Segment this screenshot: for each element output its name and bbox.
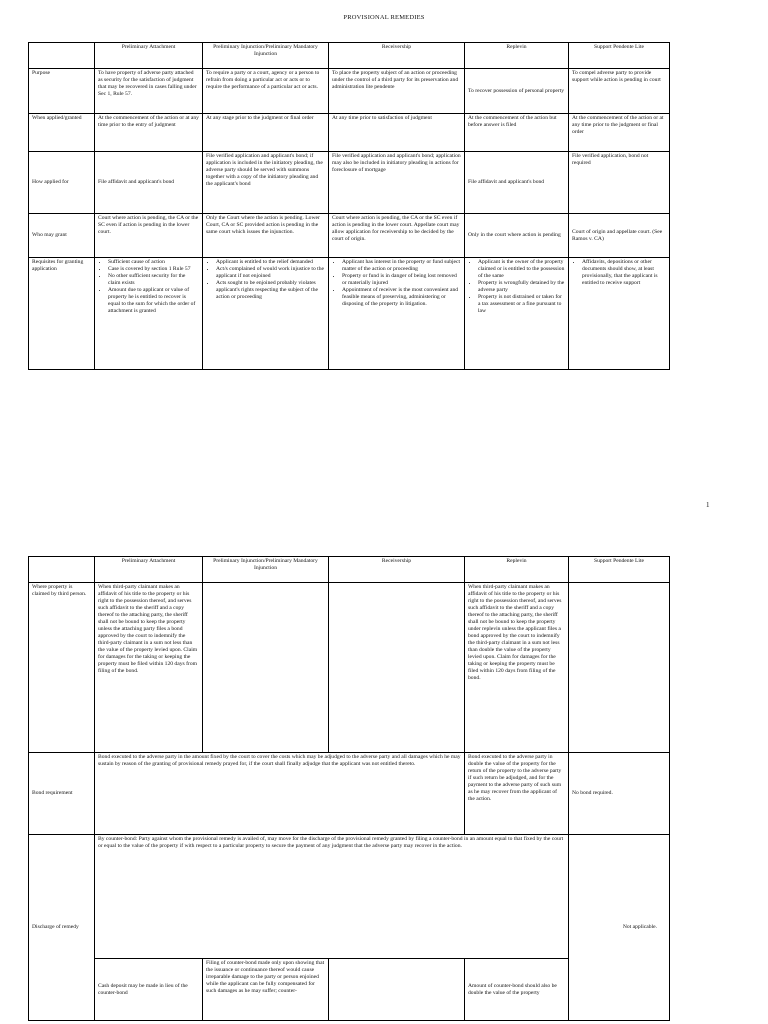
- cell-replevin: [465, 258, 569, 370]
- requisite-item: • Acts sought to be enjoined probably violates applicant's rights respecting the subject of the action or proceeding: [216, 280, 325, 301]
- row-purpose: [29, 69, 670, 114]
- cell-support-not-applicable: Not applicable.: [569, 835, 670, 1021]
- cell-attachment: At the commencement of the action or at any time prior to the entry of judgment: [95, 114, 203, 152]
- header-preliminary-injunction: Preliminary Injunction/Preliminary Mandatory Injunction: [203, 557, 329, 583]
- header-preliminary-attachment: Preliminary Attachment: [95, 43, 203, 69]
- header-preliminary-injunction: Preliminary Injunction/Preliminary Mandatory Injunction: [203, 43, 329, 69]
- header-preliminary-attachment: Preliminary Attachment: [95, 557, 203, 583]
- cell-injunction: [203, 258, 329, 370]
- page-break-gap: [0, 372, 768, 552]
- row-label: Discharge of remedy: [29, 835, 95, 1021]
- requisite-item: • Affidavits, depositions or other documents should show, at least provisionally, that the applicant is entitled to receive support: [582, 259, 666, 287]
- cell-support: [569, 583, 670, 753]
- cell-replevin: Bond executed to the adverse party in double the value of the property for the return of the property to the adverse party if such return be adjudged, and for the payment to the adverse party of such sum as he may recover from the applicant of the action.: [465, 753, 569, 835]
- provisional-remedies-table-page-2: [28, 556, 670, 1021]
- header-corner: [29, 43, 95, 69]
- requisite-item: • Sufficient cause of action: [108, 259, 199, 266]
- provisional-remedies-table-page-1: [28, 42, 670, 370]
- requisite-item: • Property is not distrained or taken for a tax assessment or a fine pursuant to law: [478, 294, 565, 315]
- cell-receivership: File verified application and applicant's bond; application may also be included in initiatory pleading in actions for foreclosure of mortgage: [329, 152, 465, 214]
- row-when-applied: [29, 114, 670, 152]
- row-bond-requirement: [29, 753, 670, 835]
- requisites-list: [206, 259, 325, 301]
- requisite-item: • Case is covered by section 1 Rule 57: [108, 266, 199, 273]
- requisite-item: • Property is wrongfully detained by the adverse party: [478, 280, 565, 294]
- row-discharge-remedy: [29, 835, 670, 959]
- row-requisites: [29, 258, 670, 370]
- cell-support: At the commencement of the action or at any time prior to the judgment or final order: [569, 114, 670, 152]
- row-label: Purpose: [29, 69, 95, 114]
- row-label: Requisites for granting application: [29, 258, 95, 370]
- cell-injunction: Only the Court where the action is pending. Lower Court, CA or SC provided action is pending in the same court which issues the injunction.: [203, 214, 329, 258]
- row-label: How applied for: [29, 152, 95, 214]
- cell-replevin: At the commencement of the action but before answer is filed: [465, 114, 569, 152]
- cell-receivership: At any time prior to satisfaction of judgment: [329, 114, 465, 152]
- requisite-item: • Applicant is entitled to the relief demanded: [216, 259, 325, 266]
- requisites-list: [468, 259, 565, 315]
- cell-receivership: [329, 583, 465, 753]
- requisites-list: [572, 259, 666, 287]
- row-third-party-claim: [29, 583, 670, 753]
- requisite-item: • Appointment of receiver is the most convenient and feasible means of preserving, administering or disposing of the property in litigation.: [342, 287, 461, 308]
- requisite-item: • Applicant has interest in the property or fund subject matter of the action or proceeding: [342, 259, 461, 273]
- cell-support: To compel adverse party to provide support while action is pending in court: [569, 69, 670, 114]
- cell-receivership: [329, 959, 465, 1021]
- requisite-item: • Act/s complained of would work injustice to the applicant if not enjoined: [216, 266, 325, 280]
- header-support-pendente-lite: Support Pendente Lite: [569, 557, 670, 583]
- cell-injunction: Filing of counter-bond made only upon showing that the issuance or continuance thereof would cause irreparable damage to the party or person enjoined while the applicant can be fully compensated for such damages as he may suffer; counter-: [203, 959, 329, 1021]
- cell-injunction: At any stage prior to the judgment or final order: [203, 114, 329, 152]
- cell-attachment: [95, 258, 203, 370]
- cell-receivership: Court where action is pending, the CA or the SC even if action is pending in the lower court. Appellate court may allow application for receivership to be decided by the court of origin.: [329, 214, 465, 258]
- cell-receivership: [329, 258, 465, 370]
- header-receivership: Receivership: [329, 557, 465, 583]
- cell-replevin: To recover possession of personal property: [465, 69, 569, 114]
- header-receivership: Receivership: [329, 43, 465, 69]
- cell-replevin: File affidavit and applicant's bond: [465, 152, 569, 214]
- cell-injunction: File verified application and applicant's bond; if application is included in the initiatory pleading, the adverse party should be served with summons together with a copy of the initiatory pleading and the applicant's bond: [203, 152, 329, 214]
- cell-cash-deposit: Cash deposit may be made in lieu of the counter-bond: [95, 959, 203, 1021]
- cell-attachment: Court where action is pending, the CA or the SC even if action is pending in the lower court.: [95, 214, 203, 258]
- row-label: When applied/granted: [29, 114, 95, 152]
- header-support-pendente-lite: Support Pendente Lite: [569, 43, 670, 69]
- cell-injunction: To require a party or a court, agency or a person to refrain from doing a particular act or acts or to require the performance of a particular act or acts.: [203, 69, 329, 114]
- requisites-list: [98, 259, 199, 315]
- document-title: PROVISIONAL REMEDIES: [343, 14, 425, 21]
- header-corner: [29, 557, 95, 583]
- cell-attachment: To have property of adverse party attached as security for the satisfaction of judgment that may be recovered in cases falling under Sec 1, Rule 57.: [95, 69, 203, 114]
- row-how-applied: [29, 152, 670, 214]
- cell-replevin: When third-party claimant makes an affidavit of his title to the property or his right to the possession thereof, and serves such affidavit to the sheriff and a copy thereof to the attaching party, the sheriff shall not be bound to keep the property under replevin unless the applicant files a bond approved by the court to indemnify the third-party claimant in a sum not less than double the value of the property levied upon. Claim for damages for the taking or keeping the property must be filed within 120 days from filing of the bond.: [465, 583, 569, 753]
- row-label: Where property is claimed by third person.: [29, 583, 95, 753]
- row-label: Bond requirement: [29, 753, 95, 835]
- header-replevin: Replevin: [465, 43, 569, 69]
- cell-replevin: Only in the court where action is pending: [465, 214, 569, 258]
- header-replevin: Replevin: [465, 557, 569, 583]
- cell-counter-bond: By counter-bond: Party against whom the provisional remedy is availed of, may move for the discharge of the provisional remedy granted by filing a counter-bond in an amount equal to that fixed by the court or equal to the value of the property if with respect to a particular property to secure the payment of any judgment that the adverse party may recover in the action.: [95, 835, 569, 959]
- cell-injunction: [203, 583, 329, 753]
- cell-support: No bond required.: [569, 753, 670, 835]
- cell-attachment: When third-party claimant makes an affidavit of his title to the property or his right to the possession thereof, and serves such affidavit to the sheriff and a copy thereof to the attaching party, the sheriff shall not be bound to keep the property unless the attaching party files a bond approved by the court to indemnify the third-party claimant in a sum not less than the value of the property levied upon. Claim for damages for the taking or keeping the property must be filed within 120 days from filing of the bond.: [95, 583, 203, 753]
- requisite-item: • No other sufficient security for the claim exists: [108, 273, 199, 287]
- row-who-may-grant: [29, 214, 670, 258]
- page-number: 1: [706, 501, 710, 509]
- cell-replevin: Amount of counter-bond should also be double the value of the property: [465, 959, 569, 1021]
- cell-attachment: File affidavit and applicant's bond: [95, 152, 203, 214]
- requisite-item: • Applicant is the owner of the property claimed or is entitled to the possession of the same: [478, 259, 565, 280]
- cell-support: Court of origin and appellate court. (See Ramos v. CA): [569, 214, 670, 258]
- cell-receivership: To place the property subject of an action or proceeding under the control of a third party for its preservation and administration lite pendente: [329, 69, 465, 114]
- cell-support: [569, 258, 670, 370]
- cell-support: File verified application, bond not required: [569, 152, 670, 214]
- requisites-list: [332, 259, 461, 308]
- requisite-item: • Property or fund is in danger of being lost removed or materially injured: [342, 273, 461, 287]
- row-label: Who may grant: [29, 214, 95, 258]
- requisite-item: • Amount due to applicant or value of property he is entitled to recover is equal to the sum for which the order of attachment is granted: [108, 287, 199, 315]
- cell-bond-main: Bond executed to the adverse party in the amount fixed by the court to cover the costs which may be adjudged to the adverse party and all damages which he may sustain by reason of the granting of provisional remedy prayed for, if the court shall finally adjudge that the applicant was not entitled thereto.: [95, 753, 465, 835]
